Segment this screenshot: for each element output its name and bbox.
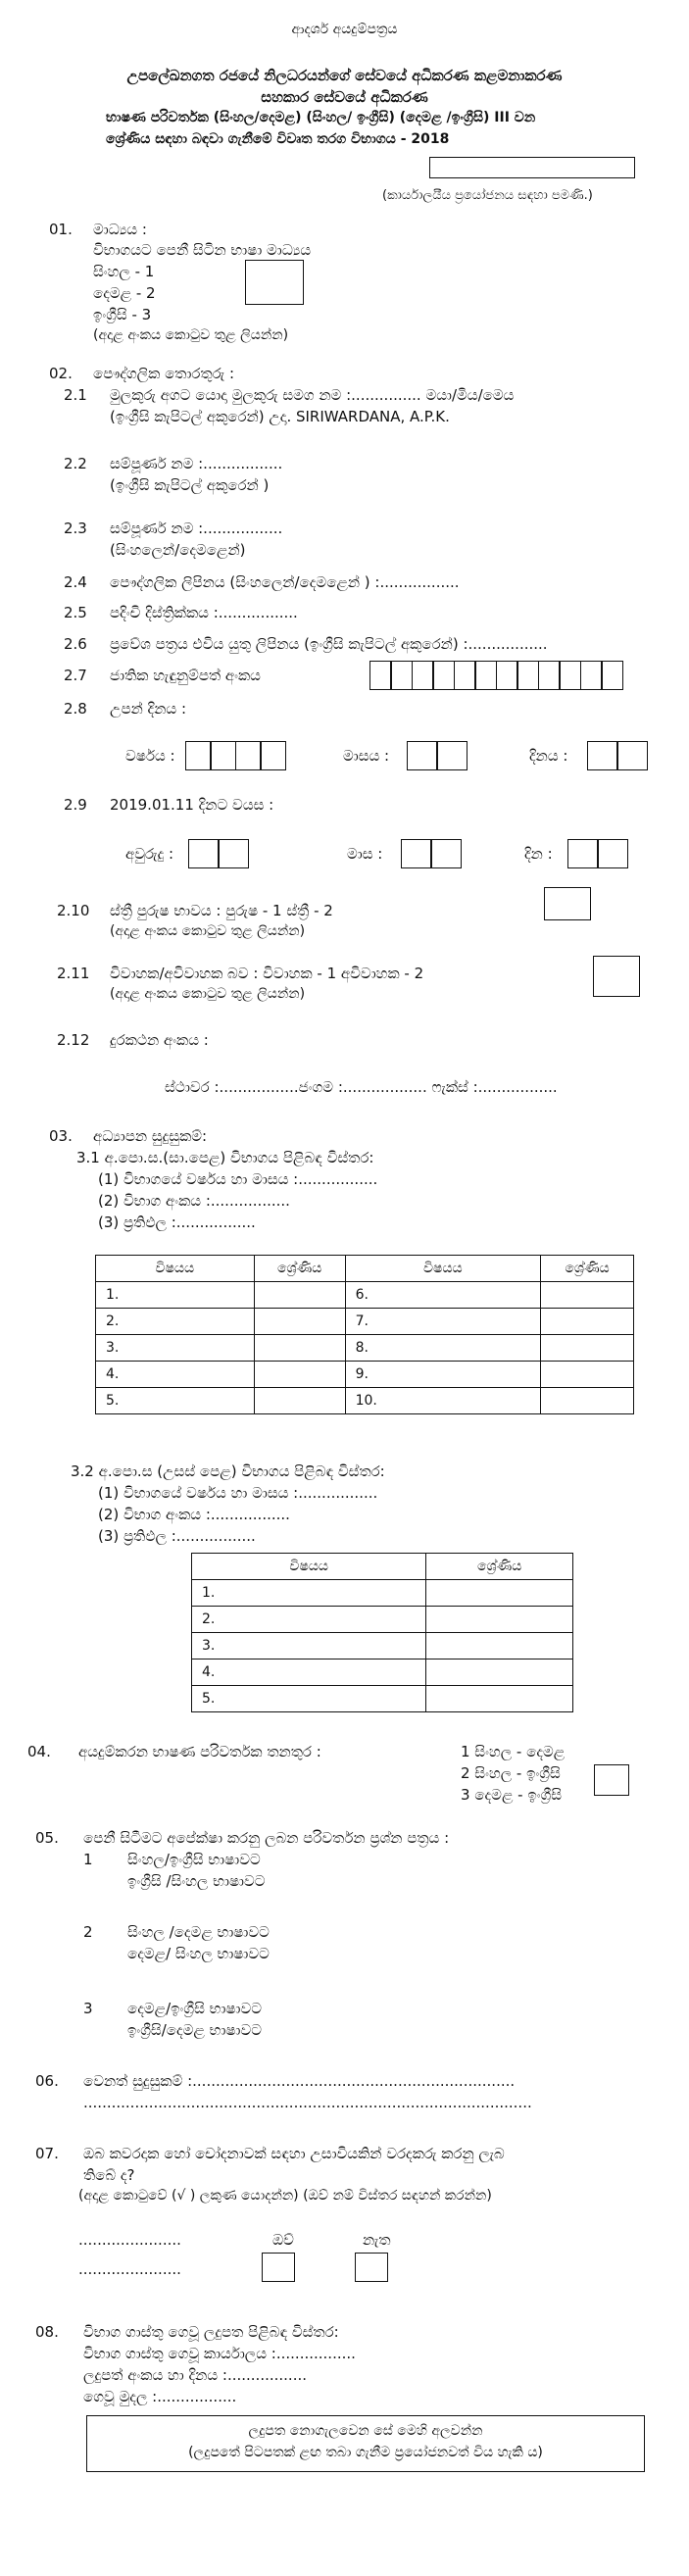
yes-checkbox[interactable] <box>262 2253 295 2282</box>
item-2-5-number: 2.5 <box>64 604 87 621</box>
amount-paid-field: ගෙවූ මුදල :................. <box>83 2388 237 2405</box>
paper-3-option-a: දෙමළ/ඉංග්‍රීසි භාෂාවට <box>127 2000 263 2017</box>
translation-paper-label: පෙනී සිටීමට අපේක්ෂා කරනු ලබන පරිවර්තන ප්‍රශ්න පත්‍රය : <box>83 1829 450 1847</box>
al-grade-cell[interactable] <box>426 1660 573 1686</box>
age-months-label: මාස : <box>347 845 383 863</box>
post-option-2: 2 සිංහල - ඉංග්‍රීසි <box>461 1764 561 1782</box>
section-04-number: 04. <box>27 1743 51 1760</box>
marital-status-input-box[interactable] <box>593 956 640 997</box>
header-line-2: සහකාර සේවයේ අධිකරණ <box>261 88 428 106</box>
ol-subject-cell[interactable]: 5. <box>96 1388 255 1414</box>
medium-note: (අදාළ අංකය කොටුව තුළ ලියන්න) <box>93 327 289 343</box>
al-index-number: (2) විභාග අංකය :................. <box>98 1506 290 1523</box>
item-2-11-number: 2.11 <box>57 965 90 982</box>
paper-group-2-number: 2 <box>83 1923 93 1941</box>
item-2-8-number: 2.8 <box>64 700 87 718</box>
dob-year-cells[interactable] <box>186 741 286 770</box>
other-qualifications-line: ................................................................................................ <box>83 2094 532 2111</box>
al-table-header <box>192 1554 573 1580</box>
paper-3-option-b: ඉංග්‍රීසි/දෙමළ භාෂාවට <box>127 2021 263 2039</box>
age-label: 2019.01.11 දිනට වයස : <box>110 796 274 814</box>
ol-table-header <box>96 1256 634 1282</box>
item-2-1-number: 2.1 <box>64 386 87 404</box>
item-2-7-number: 2.7 <box>64 667 87 684</box>
al-subject-cell[interactable]: 5. <box>192 1686 426 1712</box>
receipt-paste-instruction: ලදුපත නොගැලවෙන සේ මෙහි අලවන්න <box>248 2423 483 2439</box>
table-row <box>192 1607 573 1633</box>
receipt-copy-advice: (ලදුපතේ පිටපතක් ළඟ තබා ගැනීම ප්‍රයෝජනවත් විය හැකි ය) <box>188 2445 543 2460</box>
al-grade-cell[interactable] <box>426 1686 573 1712</box>
table-row <box>96 1362 634 1388</box>
al-grade-cell[interactable] <box>426 1607 573 1633</box>
header-line-1: උපලේඛනගත රජයේ නිලධරයන්ගේ සේවයේ අධිකරණ කළමනාකරණ <box>126 67 563 84</box>
ol-grade-cell[interactable] <box>254 1362 345 1388</box>
age-days-cells[interactable] <box>568 839 628 868</box>
gender-label: ස්ත්‍රී පුරුෂ භාවය : පුරුෂ - 1 ස්ත්‍රී - 2 <box>110 902 333 919</box>
section-05-number: 05. <box>35 1829 59 1847</box>
full-name-si-label: සම්පූර්ණ නම :................. <box>110 520 283 537</box>
ol-results: (3) ප්‍රතිඵල :................. <box>98 1214 256 1231</box>
marital-status-label: විවාහක/අවිවාහක බව : විවාහක - 1 අවිවාහක - 2 <box>110 965 424 982</box>
al-col-subject: විෂයය <box>192 1554 426 1580</box>
office-use-label: (කාර්යාලයීය ප්‍රයෝජනය සඳහා පමණි.) <box>382 188 593 203</box>
al-results-table <box>191 1553 573 1712</box>
ol-subject-cell[interactable]: 6. <box>345 1282 541 1309</box>
section-02-title: පෞද්ගලික තොරතුරු : <box>93 365 234 382</box>
section-03-title: අධ්‍යාපන සුදුසුකම්: <box>93 1127 208 1145</box>
nic-label: ජාතික හැඳුනුම්පත් අංකය <box>110 667 261 684</box>
dob-day-label: දිනය : <box>529 747 568 765</box>
ol-subject-cell[interactable]: 1. <box>96 1282 255 1309</box>
ol-subject-cell[interactable]: 3. <box>96 1335 255 1362</box>
item-2-10-number: 2.10 <box>57 902 90 919</box>
receipt-office-field: විභාග ගාස්තු ගෙවූ කාර්යාලය :................. <box>83 2345 356 2362</box>
name-with-initials-hint: (ඉංග්‍රීසි කැපිටල් අකුරෙන්) උදා. SIRIWARDANA, A.P.K. <box>110 408 450 425</box>
conviction-question-line-2: තිබේ ද? <box>83 2166 135 2184</box>
full-name-si-hint: (සිංහලෙන්/දෙමළෙන්) <box>110 541 246 559</box>
table-row <box>192 1633 573 1660</box>
al-grade-cell[interactable] <box>426 1633 573 1660</box>
personal-address-label: පෞද්ගලික ලිපිනය (සිංහලෙන්/දෙමළෙන් ) :................. <box>110 573 460 591</box>
ol-grade-cell[interactable] <box>254 1309 345 1335</box>
item-2-3-number: 2.3 <box>64 520 87 537</box>
ol-subject-cell[interactable]: 8. <box>345 1335 541 1362</box>
ol-grade-cell[interactable] <box>254 1388 345 1414</box>
medium-question: විභාගයට පෙනී සිටින භාෂා මාධ්‍යය <box>93 241 312 259</box>
medium-option-3: ඉංග්‍රීසි - 3 <box>93 306 152 323</box>
paper-group-1-number: 1 <box>83 1851 93 1868</box>
full-name-en-label: සම්පූර්ණ නම :................. <box>110 455 283 472</box>
age-days-label: දින : <box>524 845 553 863</box>
section-06-number: 06. <box>35 2072 59 2090</box>
al-subject-cell[interactable]: 2. <box>192 1607 426 1633</box>
post-option-1: 1 සිංහල - දෙමළ <box>461 1743 566 1760</box>
table-row <box>192 1580 573 1607</box>
name-with-initials-label: මුලකුරු අගට යොදා මුලකුරු සමග නම :............... මයා/මිය/මෙය <box>110 386 515 404</box>
ol-grade-cell[interactable] <box>254 1282 345 1309</box>
medium-option-1: සිංහල - 1 <box>93 263 155 280</box>
phone-label: දුරකථන අංකය : <box>110 1031 209 1049</box>
full-name-en-hint: (ඉංග්‍රීසි කැපිටල් අකුරෙන් ) <box>110 476 270 494</box>
ol-details-title: 3.1 අ.පො.ස.(සා.පෙළ) විභාගය පිළිබඳ විස්තර: <box>76 1149 374 1166</box>
table-row <box>192 1686 573 1712</box>
ol-results-table <box>95 1255 634 1414</box>
ol-grade-cell[interactable] <box>254 1335 345 1362</box>
medium-input-box[interactable] <box>245 260 304 305</box>
post-applied-label: අයදුම්කරන භාෂණ පරිවර්තක තනතුර : <box>78 1743 321 1760</box>
district-label: පදිංචි දිස්ත්‍රික්කය :................. <box>110 604 298 621</box>
table-row <box>96 1388 634 1414</box>
post-option-3: 3 දෙමළ - ඉංග්‍රීසි <box>461 1786 563 1804</box>
ol-grade-cell[interactable] <box>541 1282 634 1309</box>
ol-subject-cell[interactable]: 9. <box>345 1362 541 1388</box>
al-col-grade: ශ්‍රේණිය <box>426 1554 573 1580</box>
ol-col-subject-right: විෂයය <box>345 1256 541 1282</box>
table-row <box>96 1282 634 1309</box>
yes-label: ඔව් <box>272 2231 294 2249</box>
section-07-number: 07. <box>35 2145 59 2162</box>
marital-status-note: (අදාළ අංකය කොටුව තුළ ලියන්න) <box>110 986 306 1002</box>
ol-grade-cell[interactable] <box>541 1362 634 1388</box>
ol-subject-cell[interactable]: 10. <box>345 1388 541 1414</box>
section-03-number: 03. <box>49 1127 73 1145</box>
nic-input-cells[interactable] <box>370 661 623 690</box>
paper-group-3-number: 3 <box>83 2000 93 2017</box>
section-02-number: 02. <box>49 365 73 382</box>
ol-year-month: (1) විභාගයේ වර්ෂය හා මාසය :................. <box>98 1170 378 1188</box>
conviction-question-line-1: ඔබ කවරදාක හෝ චෝදනාවක් සඳහා උසාවියකින් වරදකරු කරනු ලැබ <box>83 2145 505 2162</box>
form-title: ආදර්ශ අයදුම්පත්‍රය <box>291 22 398 37</box>
al-subject-cell[interactable]: 4. <box>192 1660 426 1686</box>
conviction-details-dots: ...................... <box>78 2231 181 2249</box>
age-years-label: අවුරුදු : <box>125 845 174 863</box>
dob-day-cells[interactable] <box>588 741 648 770</box>
age-months-cells[interactable] <box>402 839 462 868</box>
ol-col-grade-right: ශ්‍රේණිය <box>541 1256 634 1282</box>
gender-input-box[interactable] <box>544 887 591 920</box>
section-01-number: 01. <box>49 221 73 238</box>
receipt-details-title: විභාග ගාස්තු ගෙවූ ලදුපත පිළිබඳ විස්තර: <box>83 2323 339 2341</box>
ol-index-number: (2) විභාග අංකය :................. <box>98 1192 290 1210</box>
item-2-12-number: 2.12 <box>57 1031 90 1049</box>
table-row <box>96 1309 634 1335</box>
conviction-details-dots-2: ...................... <box>78 2260 181 2278</box>
receipt-paste-area <box>86 2415 645 2472</box>
phone-fields: ස්ථාවර :.................ජංගම :.................. ෆැක්ස් :................. <box>165 1078 558 1096</box>
item-2-4-number: 2.4 <box>64 573 87 591</box>
dob-month-cells[interactable] <box>408 741 468 770</box>
item-2-6-number: 2.6 <box>64 635 87 653</box>
conviction-note: (අදාළ කොටුවේ (√ ) ලකුණ යොදන්න) (ඔව් නම් විස්තර සඳහන් කරන්න) <box>78 2188 492 2204</box>
section-01-title: මාධ්‍යය : <box>93 221 147 238</box>
al-results: (3) ප්‍රතිඵල :................. <box>98 1527 256 1545</box>
al-subject-cell[interactable]: 3. <box>192 1633 426 1660</box>
no-checkbox[interactable] <box>355 2253 388 2282</box>
gender-note: (අදාළ අංකය කොටුව තුළ ලියන්න) <box>110 923 306 939</box>
medium-option-2: දෙමළ - 2 <box>93 284 156 302</box>
paper-1-option-b: ඉංග්‍රීසි /සිංහල භාෂාවට <box>127 1872 266 1890</box>
section-08-number: 08. <box>35 2323 59 2341</box>
header-line-3: භාෂණ පරිවර්තක (සිංහල/දෙමළ) (සිංහල/ ඉංග්‍රීසි) (දෙමළ /ඉංග්‍රීසි) III වන <box>106 110 536 125</box>
paper-1-option-a: සිංහල/ඉංග්‍රීසි භාෂාවට <box>127 1851 261 1868</box>
al-year-month: (1) විභාගයේ වර්ෂය හා මාසය :................. <box>98 1484 378 1502</box>
al-subject-cell[interactable]: 1. <box>192 1580 426 1607</box>
ol-grade-cell[interactable] <box>541 1388 634 1414</box>
ol-subject-cell[interactable]: 2. <box>96 1309 255 1335</box>
ol-grade-cell[interactable] <box>541 1309 634 1335</box>
other-qualifications-label: වෙනත් සුදුසුකම් :..................................................................... <box>83 2072 516 2090</box>
receipt-number-date-field: ලදුපත් අංකය හා දිනය :................. <box>83 2366 308 2384</box>
ol-grade-cell[interactable] <box>541 1335 634 1362</box>
table-row <box>96 1335 634 1362</box>
item-2-2-number: 2.2 <box>64 455 87 472</box>
ol-col-subject-left: විෂයය <box>96 1256 255 1282</box>
post-input-box[interactable] <box>594 1764 629 1796</box>
ol-col-grade-left: ශ්‍රේණිය <box>254 1256 345 1282</box>
table-row <box>192 1660 573 1686</box>
al-grade-cell[interactable] <box>426 1580 573 1607</box>
dob-label: උපන් දිනය : <box>110 700 186 718</box>
paper-2-option-a: සිංහල /දෙමළ භාෂාවට <box>127 1923 270 1941</box>
ol-subject-cell[interactable]: 4. <box>96 1362 255 1388</box>
dob-month-label: මාසය : <box>343 747 390 765</box>
al-details-title: 3.2 අ.පො.ස (උසස් පෙළ) විභාගය පිළිබඳ විස්තර: <box>71 1462 385 1480</box>
age-years-cells[interactable] <box>189 839 249 868</box>
ol-subject-cell[interactable]: 7. <box>345 1309 541 1335</box>
dob-year-label: වර්ෂය : <box>125 747 175 765</box>
admission-address-label: ප්‍රවේශ පත්‍රය එවිය යුතු ලිපිනය (ඉංග්‍රීසි කැපිටල් අකුරෙන්) :................. <box>110 635 548 653</box>
office-use-box[interactable] <box>429 157 635 178</box>
item-2-9-number: 2.9 <box>64 796 87 814</box>
no-label: නැත <box>363 2231 391 2249</box>
header-line-4: ශ්‍රේණිය සඳහා බඳවා ගැනීමේ විවෘත තරග විභාගය - 2018 <box>106 131 450 147</box>
paper-2-option-b: දෙමළ/ සිංහල භාෂාවට <box>127 1945 270 1962</box>
